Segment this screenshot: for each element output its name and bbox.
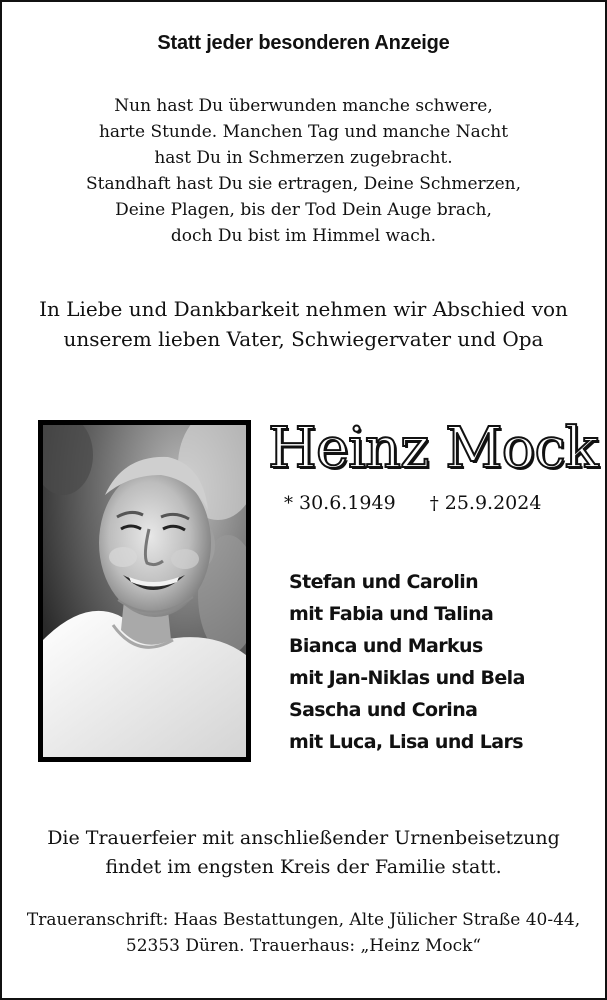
- deceased-name: Heinz Mock: [268, 416, 598, 481]
- life-dates: [284, 492, 604, 514]
- farewell-line: In Liebe und Dankbarkeit nehmen wir Abschied von: [39, 297, 568, 321]
- funeral-service-info: [2, 824, 605, 882]
- family-line: mit Jan-Niklas und Bela: [289, 667, 525, 689]
- portrait-illustration: [43, 425, 246, 757]
- family-line: mit Luca, Lisa und Lars: [289, 731, 523, 753]
- poem-line: Standhaft hast Du sie ertragen, Deine Schmerzen,: [85, 174, 522, 194]
- farewell-line: unserem lieben Vater, Schwiegervater und Opa: [63, 327, 544, 351]
- poem-line: Deine Plagen, bis der Tod Dein Auge brach,: [115, 200, 492, 220]
- poem-line: harte Stunde. Manchen Tag und manche Nacht: [98, 122, 509, 142]
- mourning-address: [2, 907, 605, 959]
- service-line: Die Trauerfeier mit anschließender Urnenbeisetzung: [47, 827, 560, 849]
- death-date: 25.9.2024: [444, 492, 542, 514]
- cross-icon: †: [429, 493, 439, 514]
- poem-line: Nun hast Du überwunden manche schwere,: [114, 96, 493, 116]
- birth-date: 30.6.1949: [299, 492, 396, 514]
- family-line: Sascha und Corina: [289, 699, 478, 721]
- family-line: Bianca und Markus: [289, 635, 483, 657]
- poem: [2, 93, 605, 249]
- address-line: Traueranschrift: Haas Bestattungen, Alte Jülicher Straße 40-44,: [26, 910, 581, 930]
- family-list: [289, 566, 599, 758]
- family-line: mit Fabia und Talina: [289, 603, 494, 625]
- farewell-text: [2, 294, 605, 354]
- family-line: Stefan und Carolin: [289, 571, 479, 593]
- birth-star-icon: *: [284, 493, 293, 514]
- poem-line: doch Du bist im Himmel wach.: [170, 226, 437, 246]
- address-line: 52353 Düren. Trauerhaus: „Heinz Mock“: [125, 936, 482, 956]
- headline: Statt jeder besonderen Anzeige: [157, 32, 450, 54]
- service-line: findet im engsten Kreis der Familie statt.: [105, 856, 502, 878]
- poem-line: hast Du in Schmerzen zugebracht.: [154, 148, 453, 168]
- portrait-photo: [38, 420, 251, 762]
